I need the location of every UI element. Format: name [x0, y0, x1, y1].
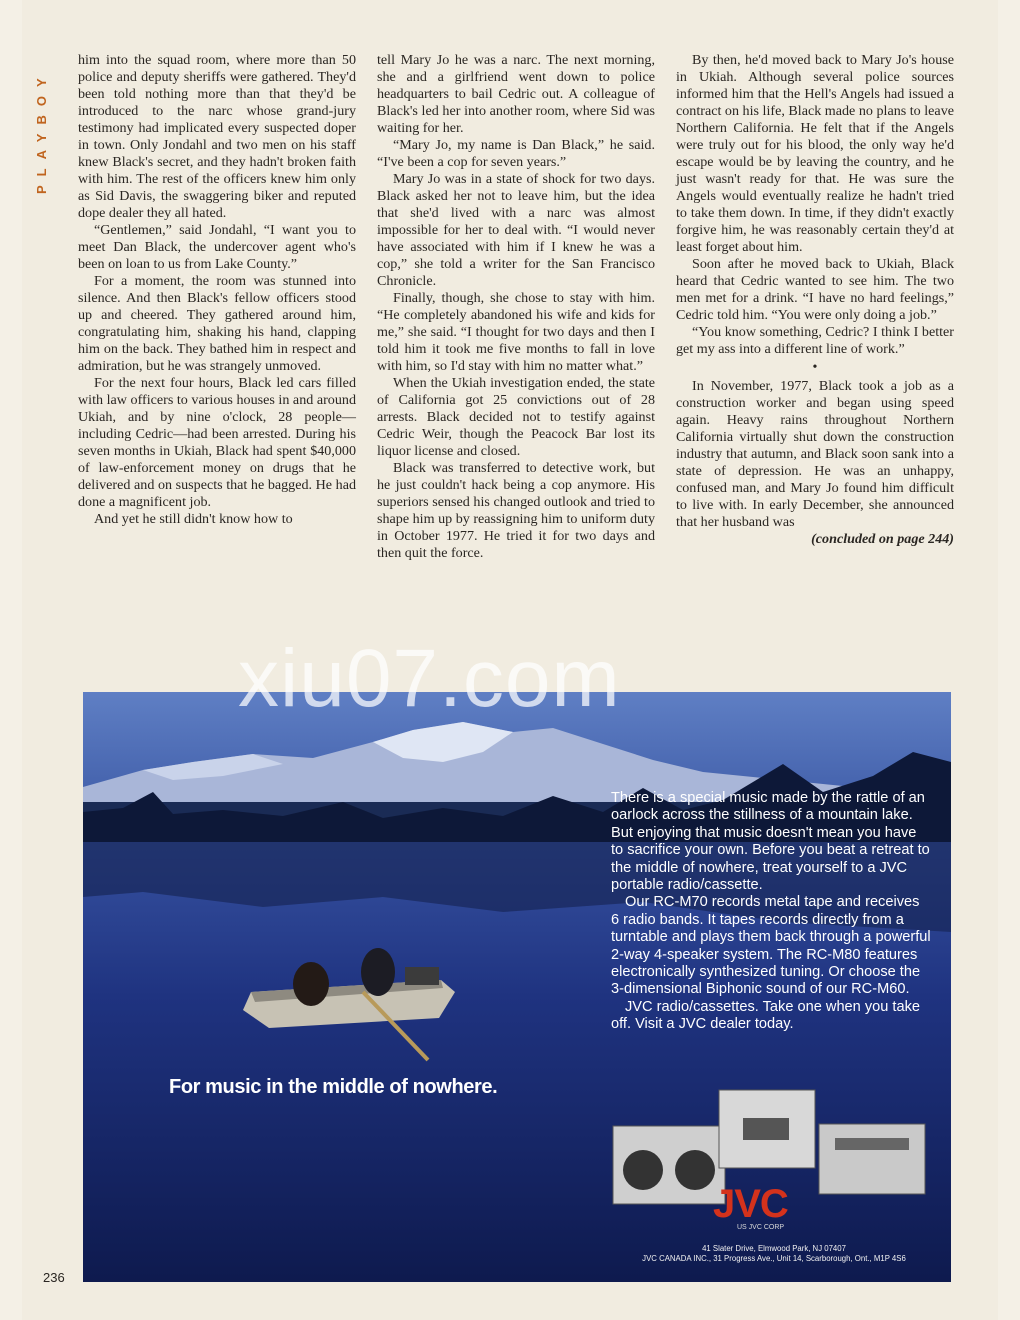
magazine-side-label: PLAYBOY — [34, 69, 49, 195]
paragraph: Soon after he moved back to Ukiah, Black heard that Cedric wanted to see him. The two men met for a drink. “I have no hard feelings,” Cedric told him. “You were only doing a job.” — [676, 256, 954, 323]
paragraph: Mary Jo was in a state of shock for two days. Black asked her not to leave him, but the idea that she'd lived with a narc was almost impossible for her to deal with. “I would never have associated with him if I knew he was a cop,” she told a writer for the San Francisco Chronicle. — [377, 171, 655, 289]
paragraph: In November, 1977, Black took a job as a construction worker and began using speed again. Heavy rains throughout Northern California virtually shut down the construction industry that autumn, and Black soon sank into a state of depression. He was an unhappy, confused man, and Mary Jo found him difficult to live with. In early December, she announced that her husband was — [676, 378, 954, 530]
article-columns — [78, 52, 956, 662]
article-column-3 — [676, 52, 954, 548]
paragraph: For the next four hours, Black led cars filled with law officers to various houses in and around Ukiah, and by nine o'clock, 28 people—including Cedric—had been arrested. During his seven months in Ukiah, Black had spent $40,000 of law-enforcement money on drugs that he delivered and on suspects that he bagged. He had done a magnificent job. — [78, 375, 356, 510]
paragraph: tell Mary Jo he was a narc. The next morning, she and a girlfriend went down to police headquarters to bail Cedric out. A colleague of Black's led her into another room, where Sid was waiting for her. — [377, 52, 655, 136]
ad-tagline: For music in the middle of nowhere. — [169, 1076, 498, 1098]
section-break: • — [812, 360, 818, 375]
jvc-corp-label: US JVC CORP — [737, 1224, 785, 1231]
watermark-text: xiu07.com — [238, 633, 621, 724]
paragraph: “Gentlemen,” said Jondahl, “I want you to meet Dan Black, the undercover agent who's been on loan to us from Lake County.” — [78, 222, 356, 272]
jvc-logo: JVC — [713, 1182, 788, 1226]
jvc-advertisement — [83, 692, 951, 1282]
paragraph: And yet he still didn't know how to — [94, 511, 293, 527]
jvc-address — [609, 1244, 939, 1264]
paragraph: For a moment, the room was stunned into silence. And then Black's fellow officers stood up and cheered. They gathered around him, congratulating him, shaking his hand, clapping him on the back. They bathed him in respect and admiration, but he was strangely unmoved. — [78, 273, 356, 374]
paragraph: By then, he'd moved back to Mary Jo's house in Ukiah. Although several police sources informed him that the Hell's Angels had issued a contract on his life, Black made no plans to leave Northern California. He felt that if the Angels were truly out for his blood, the only way he'd escape would be by leaving the country, and he just wasn't ready for that. He was sure the Angels would eventually realize he hadn't tried to take them down. In time, if they didn't exactly forgive him, he was reasonably certain they'd at least forget about him. — [676, 52, 954, 255]
paragraph: Finally, though, she chose to stay with him. “He completely abandoned his wife and kids for me,” she said. “I thought for two days and then I told him it took me five months to fall in love with him, so I'd stay with him no matter what.” — [377, 290, 655, 374]
address-line: JVC CANADA INC., 31 Progress Ave., Unit 14, Scarborough, Ont., M1P 4S6 — [642, 1254, 906, 1263]
ad-body-copy — [611, 790, 931, 1034]
continued-note: (concluded on page 244) — [811, 531, 954, 547]
paragraph: Black was transferred to detective work, but he just couldn't hack being a cop anymore. His superiors sensed his changed outlook and tried to shape him up by reassigning him to uniform duty in October 1977. He tried it for two days and then quit the force. — [377, 460, 655, 561]
paragraph: him into the squad room, where more than 50 police and deputy sheriffs were gathered. They'd been told nothing more than that they'd be introduced to the narc whose grand-jury testimony had implicated every suspected doper in town. Only Jondahl and two men on his staff knew Black's secret, and they hadn't broken faith with him. The rest of the officers knew him only as Sid Davis, the swaggering biker and reputed dope dealer they all hated. — [78, 52, 356, 221]
paragraph: “You know something, Cedric? I think I better get my ass into a different line of work.” — [676, 324, 954, 357]
ad-paragraph: JVC radio/cassettes. Take one when you take off. Visit a JVC dealer today. — [611, 998, 921, 1033]
article-column-1 — [78, 52, 356, 528]
article-column-2 — [377, 52, 655, 562]
ad-paragraph: There is a special music made by the rattle of an oarlock across the stillness of a mountain lake. But enjoying that music doesn't mean you have to sacrifice your own. Before you beat a retreat to the middle of nowhere, treat yourself to a JVC portable radio/cassette. — [611, 790, 930, 894]
address-line: 41 Slater Drive, Elmwood Park, NJ 07407 — [702, 1244, 846, 1253]
ad-paragraph: Our RC-M70 records metal tape and receives 6 radio bands. It tapes records directly from a turntable and plays them back through a powerful 2-way 4-speaker system. The RC-M80 features electronically synthesized tuning. Or choose the 3-dimensional Biphonic sound of our RC-M60. — [611, 894, 931, 998]
paragraph: “Mary Jo, my name is Dan Black,” he said. “I've been a cop for seven years.” — [377, 137, 655, 170]
paragraph: When the Ukiah investigation ended, the state of California got 25 convictions out of 28 arrests. Black decided not to testify against Cedric Weir, though the Peacock Bar lost its liquor license and closed. — [377, 375, 655, 459]
page-number: 236 — [43, 1270, 65, 1285]
